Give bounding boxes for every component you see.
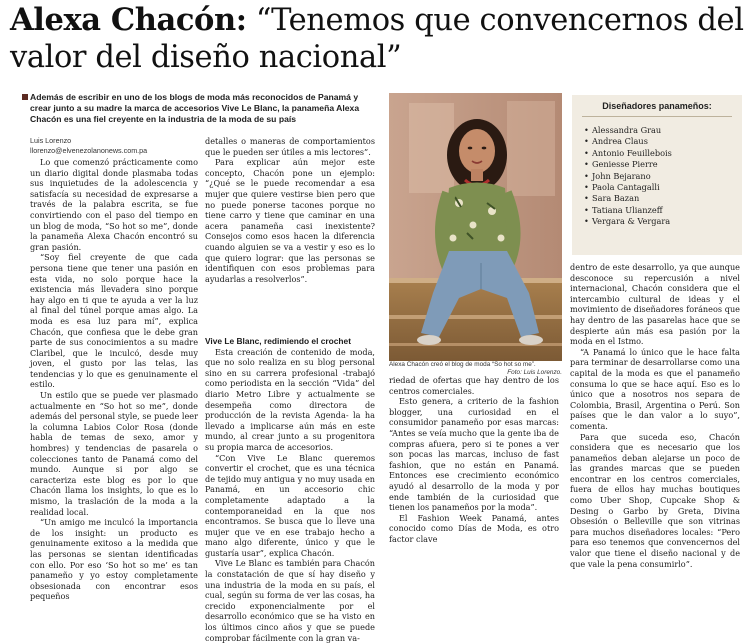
- lead-paragraph: [30, 92, 370, 126]
- bullet-icon: •: [584, 136, 589, 147]
- paragraph: Para que suceda eso, Chacón considera que es necesario que los panameños deban alejarse un poco de las grandes marcas que se pueden encontrar en los centros comerciales, fuera de ellos hay muchas boutiques como Uber Shop, Cupcake Shop & Desing o Garbo by Greta, Divina Obsesión o Belleville que son vitrinas para muchos diseñadores locales: “Pero para eso tenemos que convencernos del valor que tiene el diseño nacional y de que vale la pena consumirlo”.: [570, 431, 740, 569]
- bullet-icon: •: [584, 159, 589, 170]
- designer-name: Alessandra Grau: [592, 125, 662, 135]
- portrait-photo-illustration: [389, 93, 562, 361]
- designer-name: Paola Cantagalli: [592, 182, 660, 193]
- paragraph: “Un amigo me inculcó la importancia de los insight: un producto es genuinamente exitoso a la medida que las personas se sientan identificadas con ello. Por eso ‘So hot so me’ es tan panameño y yo estoy completamente obsesionada con encontrar esos pequeños: [30, 517, 198, 602]
- paragraph: Vive Le Blanc es también para Chacón la constatación de que sí hay diseño y una industria de la moda en su país, el cual, según su forma de ver las cosas, ha crecido exponencialmente por el desarrollo económico que se ha visto en los últimos cinco años y que se puede comprobar fácilmente con la gran va-: [205, 558, 375, 643]
- list-item: [584, 159, 672, 170]
- headline-quote: “Tenemos que convencernos del valor del diseño nacional”: [10, 3, 744, 75]
- article-column-4: [570, 262, 740, 569]
- paragraph: Un estilo que se puede ver plasmado actualmente en “So hot so me”, donde además del personal style, se puede leer la columna Labios Color Rosa (donde habla de temas de sexo, amor y hombres) y tendencias de pasarela o colecciones tanto de Panamá como del mundo. Aunque si por algo se caracteriza este blog es por lo que Chacón llama los insights, lo que es lo mismo, la traslación de la moda a la realidad local.: [30, 390, 198, 517]
- designer-name: Geniesse Pierre: [592, 159, 658, 170]
- photo-credit: Foto: Luis Lorenzo.: [507, 369, 562, 376]
- paragraph: riedad de ofertas que hay dentro de los centros comerciales.: [389, 375, 559, 396]
- article-column-2: [205, 136, 375, 331]
- designer-name: John Bejarano: [592, 170, 651, 181]
- sidebar-title: Diseñadores panameños:: [602, 101, 712, 111]
- designer-name: Tatiana Ulianzeff: [592, 204, 663, 215]
- designers-sidebar: [572, 95, 742, 255]
- headline: [10, 2, 745, 76]
- list-item: [584, 182, 672, 193]
- list-item: [584, 125, 672, 136]
- paragraph: “Con Vive Le Blanc queremos convertir el crochet, que es una técnica de tejido muy antigua y no muy usada en Panamá, en un accesorio chic completamente adaptado a la contemporaneidad en la que nos encontramos. Se busca que lo lleve una mujer que ve en ese trabajo hecho a mano algo diferente, único y que le gustaría usar”, explica Chacón.: [205, 452, 375, 558]
- caption-text: Alexa Chacón creó el blog de moda “So hot so me”.: [389, 361, 536, 368]
- paragraph: detalles o maneras de comportamientos que le pueden ser útiles a mis lectores”.: [205, 136, 375, 157]
- bullet-icon: •: [584, 125, 589, 135]
- article-column-2-section: [205, 336, 375, 643]
- portrait-photo: [389, 93, 562, 361]
- list-item: [584, 148, 672, 159]
- bullet-icon: •: [584, 193, 589, 204]
- list-item: [584, 136, 672, 147]
- lead-text: Además de escribir en uno de los blogs de moda más reconocidos de Panamá y crear junto a su madre la marca de accesorios Vive Le Blanc, la panameña Alexa Chacón es una fiel creyente en la industria de la moda de su país: [30, 92, 360, 125]
- byline: [30, 136, 200, 156]
- article-column-1: [30, 157, 198, 602]
- paragraph: dentro de este desarrollo, ya que aunque desconoce su repercusión a nivel internacional, Chacón considera que el intercambio cultural de ideas y el movimiento de diseñadores foráneos que hay dentro de las pasarelas hace que se despierte aún más esa pasión por la moda en el Istmo.: [570, 262, 740, 347]
- paragraph: Esto genera, a criterio de la fashion blogger, una curiosidad en el consumidor panameño por esas marcas: “Antes se veía mucho que la gente iba de compras afuera, pero si te pones a ver son pocas las marcas, incluso de fast fashion, que no están en Panamá. Entonces ese crecimiento económico ayudó al desarrollo de la moda y por ende también de la curiosidad que tienen los panameños por la moda”.: [389, 396, 559, 513]
- section-subhead: Vive Le Blanc, redimiendo el crochet: [205, 336, 351, 346]
- lead-square-icon: [22, 94, 28, 100]
- bullet-icon: •: [584, 170, 589, 181]
- byline-author: Luis Lorenzo: [30, 136, 72, 145]
- headline-name: Alexa Chacón:: [10, 2, 247, 38]
- bullet-icon: •: [584, 182, 589, 193]
- paragraph: “Soy fiel creyente de que cada persona tiene que tener una pasión en esta vida, no solo porque hace la existencia más llevadera sino porque hay algo en ti que te ayuda a ver la luz al final del túnel porque amas algo. La moda es esa luz para mí”, explica Chacón, que confiesa que le debe gran parte de sus conocimientos a su madre Claribel, que le inculcó, desde muy joven, el gusto por las telas, las tendencias y lo que es genuinamente el estilo.: [30, 252, 198, 390]
- byline-email[interactable]: llorenzo@elvenezolanonews.com.pa: [30, 146, 148, 155]
- designer-name: Andrea Claus: [592, 136, 648, 147]
- list-item: [584, 216, 672, 227]
- designer-name: Antonio Feuillebois: [592, 147, 672, 158]
- bullet-icon: •: [584, 147, 589, 158]
- designer-name: Sara Bazan: [592, 193, 640, 204]
- sidebar-divider: [582, 116, 732, 117]
- list-item: [584, 205, 672, 216]
- paragraph: El Fashion Week Panamá, antes conocido como Días de Moda, es otro factor clave: [389, 512, 559, 544]
- bullet-icon: •: [584, 204, 589, 215]
- bullet-icon: •: [584, 216, 589, 227]
- article-column-3: [389, 375, 559, 550]
- paragraph: Lo que comenzó prácticamente como un diario digital donde plasmaba todas sus inquietudes de la adolescencia y satisfacía su necesidad de expresarse a través de la palabra escrita, se fue convirtiendo con el paso del tiempo en un blog de moda, “So hot so me”, donde la panameña Alexa Chacón encontró su gran pasión.: [30, 157, 198, 252]
- paragraph: Para explicar aún mejor este concepto, Chacón pone un ejemplo: “¿Qué se le puede recomendar a esa mujer que quiere vestirse bien pero que no puede ponerse tacones porque no tiene carro y tiene que caminar en una acera panameña casi inexistente? Consejos como esos hacen la diferencia cuando alguien se va a vestir y eso es lo que quiero lograr: que las personas se identifiquen con esos problemas para ayudarlas a resolverlos”.: [205, 157, 375, 284]
- designers-list: [584, 125, 672, 228]
- paragraph: “A Panamá lo único que le hace falta para terminar de desarrollarse como una capital de la moda es que el panameño consuma lo que se hace aquí. Eso es lo único que a nosotros nos separa de Colombia, Brasil, Argentina o Perú. Son países que le dan valor a lo suyo”, comenta.: [570, 346, 740, 431]
- list-item: [584, 171, 672, 182]
- list-item: [584, 193, 672, 204]
- designer-name: Vergara & Vergara: [592, 216, 671, 227]
- paragraph: Esta creación de contenido de moda, que no solo realiza en su blog personal sino en su carrera profesional -trabajó como periodista en la sección “Vida” del diario Metro Libre y actualmente se desempeña como directora de producción de la revista Agenda- la ha llevado a implicarse aún más en este mundo, al crear junto a su progenitora su propia marca de accesorios.: [205, 346, 375, 452]
